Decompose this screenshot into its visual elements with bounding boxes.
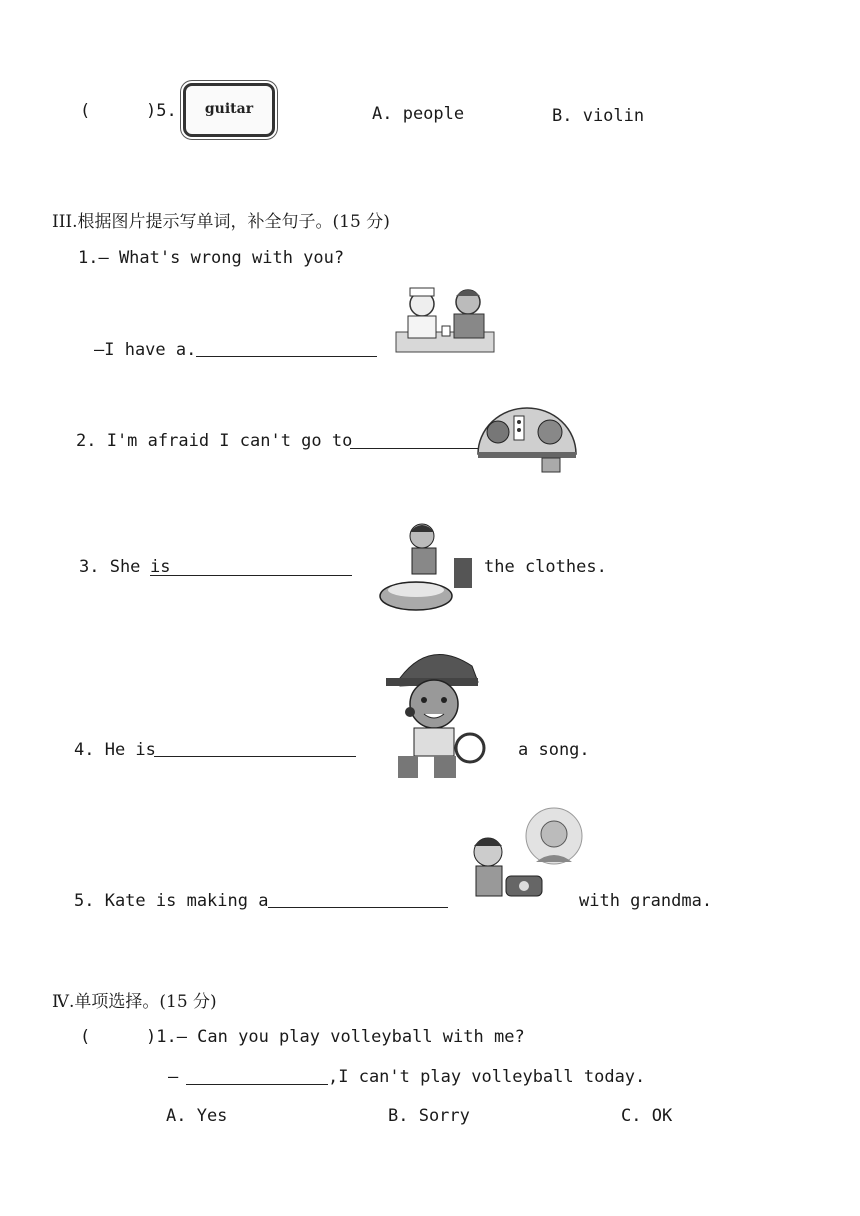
q4-answer-blank[interactable]: [154, 756, 356, 757]
mc-q1-question: )1.— Can you play volleyball with me?: [146, 1027, 525, 1047]
q1-answer-blank[interactable]: [196, 356, 377, 357]
mc-option-c: C. OK: [621, 1106, 673, 1126]
answer-paren-open: (: [80, 101, 91, 121]
guitar-word-card: [183, 83, 275, 137]
section-3-heading: III.根据图片提示写单词，补全句子。(15 分): [52, 212, 390, 232]
q2-sentence: 2. I'm afraid I can't go to: [76, 431, 353, 451]
option-b: B. violin: [552, 106, 645, 126]
card-word: guitar: [204, 101, 254, 117]
mc-q1-response: ,I can't play volleyball today.: [328, 1067, 646, 1087]
q3-answer-blank[interactable]: [150, 575, 352, 576]
option-a: A. people: [372, 104, 465, 124]
mc-option-a: A. Yes: [166, 1106, 228, 1126]
q5-suffix: with grandma.: [579, 891, 713, 911]
doctor-patient-picture: [394, 282, 498, 356]
kate-phone-grandma-picture: [462, 806, 584, 912]
q5-prefix: 5. Kate is making a: [74, 891, 269, 911]
q5-answer-blank[interactable]: [268, 907, 448, 908]
mc-q1-answer-blank[interactable]: [186, 1084, 328, 1085]
q4-prefix: 4. He is: [74, 740, 156, 760]
question-number: )5.: [146, 101, 177, 121]
mc-option-b: B. Sorry: [388, 1106, 470, 1126]
q3-prefix: 3. She: [79, 557, 141, 577]
answer-paren-open: (: [80, 1027, 91, 1047]
q4-suffix: a song.: [518, 740, 590, 760]
q3-is: is: [150, 557, 171, 577]
q3-suffix: the clothes.: [484, 557, 607, 577]
q1-answer-prefix: —I have a.: [94, 340, 197, 360]
boy-singing-picture: [380, 638, 492, 784]
section-4-heading: Ⅳ.单项选择。(15 分): [52, 992, 217, 1012]
mc-q1-dash: —: [168, 1067, 179, 1087]
zoo-animals-picture: [474, 402, 580, 474]
girl-washing-clothes-picture: [376, 518, 480, 618]
q1-question: 1.— What's wrong with you?: [78, 248, 345, 268]
